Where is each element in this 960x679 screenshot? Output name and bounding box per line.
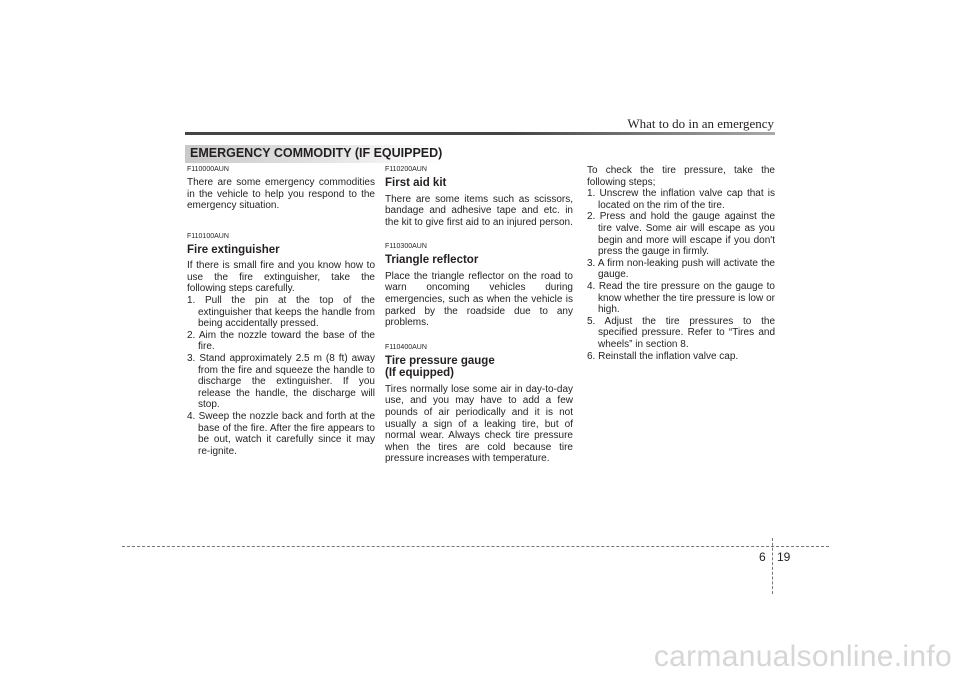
tire-check-steps <box>587 188 775 362</box>
list-item: 6. Reinstall the inflation valve cap. <box>587 350 739 362</box>
triangle-heading: Triangle reflector <box>385 254 479 267</box>
list-item: 4. Read the tire pressure on the gauge to know whether the tire pressure is low or high. <box>587 280 775 316</box>
triangle-code: F110300AUN <box>385 243 427 251</box>
gauge-text: Tires normally lose some air in day-to-day use, and you may have to add a few pounds of air periodically and it is not usually a sign of a leaking tire, but of normal wear. Always check tire pressure when the tires are cold because tire pressure increases with temperature. <box>385 383 573 465</box>
footer-rule <box>122 546 829 547</box>
gauge-code: F110400AUN <box>385 343 427 351</box>
gauge-heading-line-2: (If equipped) <box>385 367 454 380</box>
gauge-heading-line-1: Tire pressure gauge <box>385 354 495 367</box>
first-aid-text: There are some items such as scissors, bandage and adhesive tape and etc. in the kit to give first aid to an injured person. <box>385 193 573 228</box>
column-1 <box>187 165 375 457</box>
list-item: 2. Aim the nozzle toward the base of the fire. <box>187 329 375 353</box>
list-item: 3. A firm non-leaking push will activate the gauge. <box>587 257 775 281</box>
header-rule <box>185 132 775 135</box>
column-3 <box>587 165 775 362</box>
tire-check-intro: To check the tire pressure, take the following steps; <box>587 165 775 188</box>
triangle-text: Place the triangle reflector on the road to warn oncoming vehicles during emergencies, such as when the vehicle is parked by the roadside due to any problems. <box>385 270 573 329</box>
page-chapter: 6 <box>759 550 766 564</box>
list-item: 1. Unscrew the inflation valve cap that is located on the rim of the tire. <box>587 188 776 211</box>
list-item: 5. Adjust the tire pressures to the specified pressure. Refer to “Tires and wheels” in section 8. <box>587 315 776 350</box>
first-aid-code: F110200AUN <box>385 166 427 173</box>
fire-extinguisher-text: If there is small fire and you know how to use the fire extinguisher, take the following steps carefully. <box>187 260 375 295</box>
fire-extinguisher-heading: Fire extinguisher <box>187 243 280 256</box>
list-item: 4. Sweep the nozzle back and forth at the base of the fire. After the fire appears to be out, watch it carefully since it may re-ignite. <box>187 411 376 457</box>
section-title: EMERGENCY COMMODITY (IF EQUIPPED) <box>190 146 443 160</box>
intro-code: F110000AUN <box>187 166 229 173</box>
list-item: 3. Stand approximately 2.5 m (8 ft) away from the fire and squeeze the handle to discharge the extinguisher. If you release the handle, the discharge will stop. <box>187 353 375 411</box>
page-number: 19 <box>777 550 791 564</box>
watermark: carmanualsonline.info <box>653 640 952 673</box>
first-aid-heading: First aid kit <box>385 177 447 189</box>
fire-extinguisher-steps <box>187 295 375 457</box>
fire-extinguisher-code: F110100AUN <box>187 232 229 240</box>
header-title: What to do in an emergency <box>627 116 774 131</box>
list-item: 1. Pull the pin at the top of the extinguisher that keeps the handle from being accidentally pressed. <box>187 295 375 330</box>
list-item: 2. Press and hold the gauge against the tire valve. Some air will escape as you begin and more will escape if you don't press the gauge in firmly. <box>587 211 776 258</box>
footer-divider <box>772 538 773 594</box>
gauge-heading <box>385 355 573 380</box>
intro-text: There are some emergency commodities in the vehicle to help you respond to the emergency situation. <box>187 177 375 212</box>
column-2 <box>385 165 573 465</box>
